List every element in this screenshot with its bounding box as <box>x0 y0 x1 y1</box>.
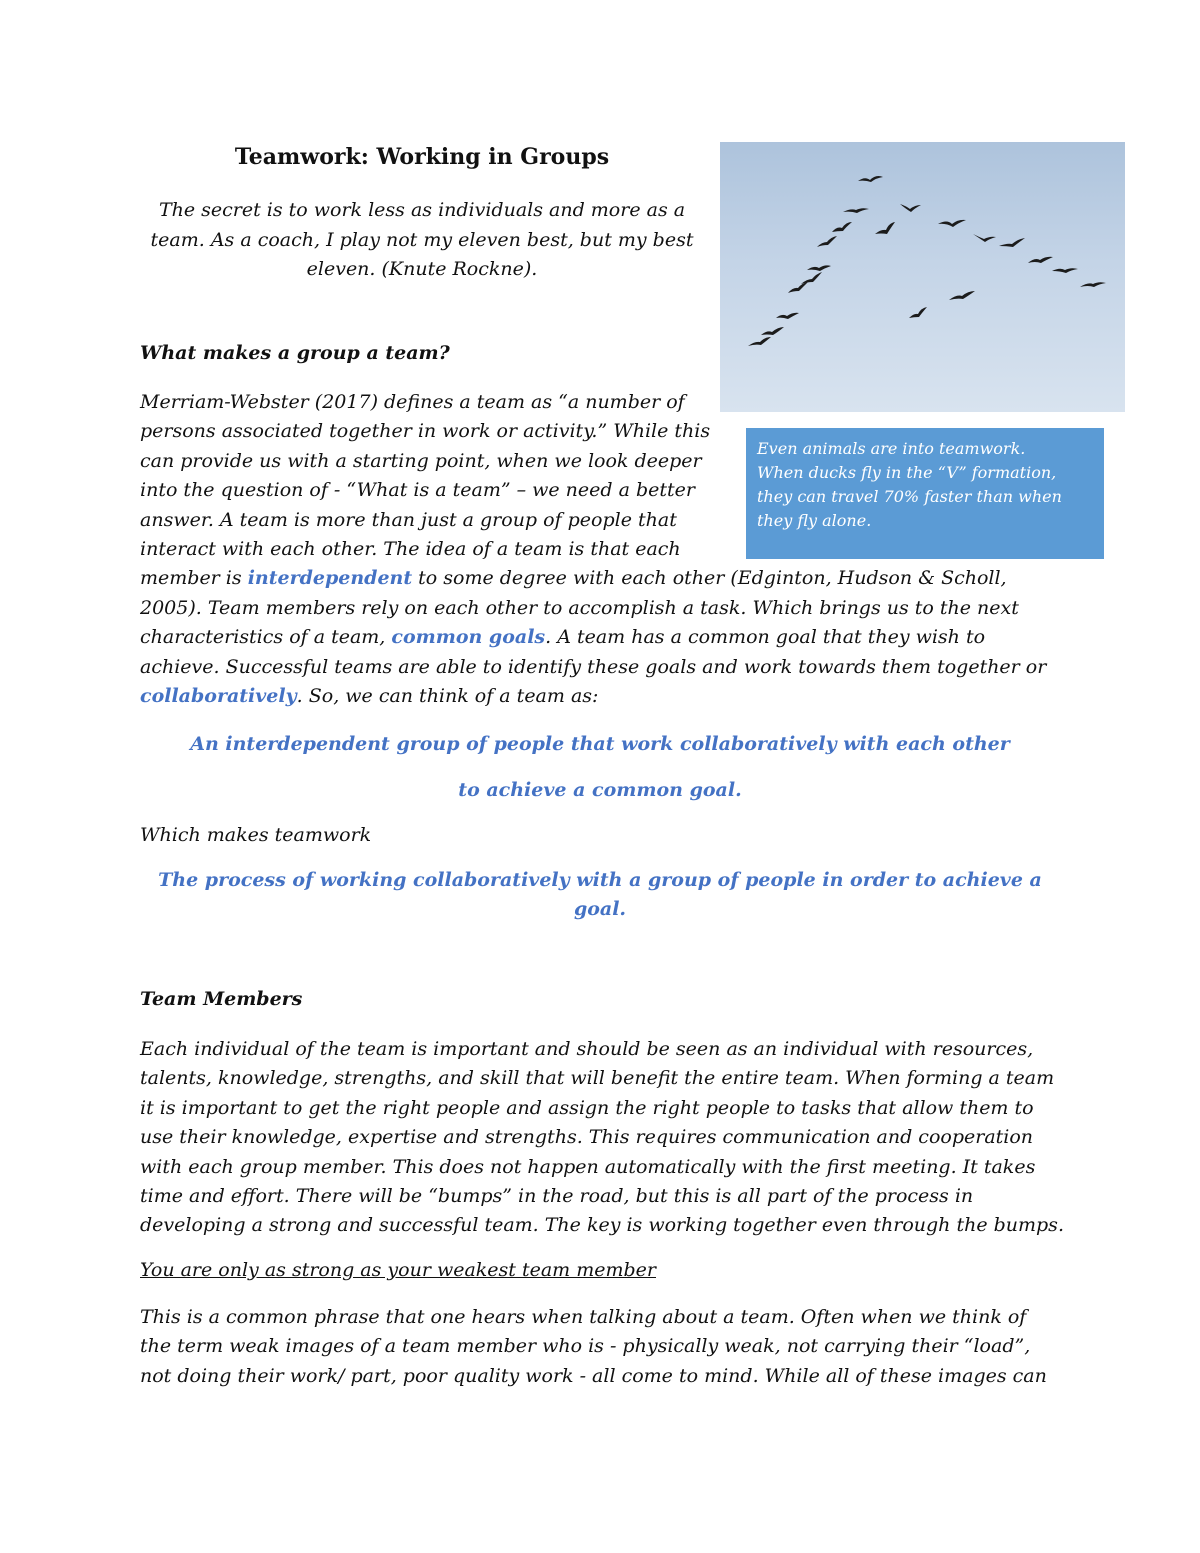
team-definition-line: to achieve a common goal. <box>458 779 742 801</box>
paragraph-line: with each group member. This does not happen automatically with the first meeting. It takes <box>140 1155 1036 1178</box>
line-text: . So, we can think of a team as: <box>296 685 599 708</box>
section-heading-team-definition: What makes a group a team? <box>140 342 450 364</box>
bird-icon <box>776 313 799 319</box>
keyword-common-goals: common goals <box>391 626 546 649</box>
bird-icon <box>1052 268 1078 273</box>
bird-icon <box>909 307 927 318</box>
callout-line: they fly alone. <box>757 511 872 530</box>
line-text: characteristics of a team, <box>140 626 392 649</box>
bird-icon <box>1028 257 1053 263</box>
teamwork-definition-line: goal. <box>573 898 627 920</box>
paragraph-line: the term weak images of a team member who is - physically weak, not carrying their “load”, <box>140 1335 1031 1358</box>
bird-icon <box>999 238 1025 247</box>
paragraph-line: can provide us with a starting point, when we look deeper <box>140 449 702 472</box>
paragraph-line: talents, knowledge, strengths, and skill that will benefit the entire team. When forming a team <box>140 1067 1055 1090</box>
birds-photo <box>720 142 1125 412</box>
bird-icon <box>875 222 895 234</box>
paragraph-line: time and effort. There will be “bumps” in the road, but this is all part of the process in <box>140 1185 974 1208</box>
quote-line: team. As a coach, I play not my eleven best, but my best <box>150 228 694 251</box>
bird-icon <box>858 176 883 182</box>
bird-icon <box>761 327 784 335</box>
line-text: . A team has a common goal that they wish to <box>545 626 986 649</box>
paragraph-line: achieve. Successful teams are able to identify these goals and work towards them together or <box>140 655 1047 678</box>
bird-icon <box>900 204 921 212</box>
page-title: Teamwork: Working in Groups <box>234 144 610 170</box>
paragraph-line: use their knowledge, expertise and strengths. This requires communication and cooperation <box>140 1126 1034 1149</box>
bird-icon <box>788 282 808 293</box>
section-heading-team-members: Team Members <box>140 988 303 1010</box>
paragraph-line: developing a strong and successful team. The key is working together even through the bumps. <box>140 1214 1064 1237</box>
paragraph-line: persons associated together in work or activity.” While this <box>140 420 711 443</box>
bird-icon <box>817 236 837 247</box>
paragraph-line <box>140 682 1046 711</box>
paragraph-line: This is a common phrase that one hears when talking about a team. Often when we think of <box>140 1306 1027 1328</box>
quote-line: The secret is to work less as individuals and more as a <box>158 199 686 221</box>
callout-line: they can travel 70% faster than when <box>757 487 1062 506</box>
teamwork-intro: Which makes teamwork <box>140 824 372 846</box>
bird-icon <box>1080 282 1106 287</box>
paragraph-line: interact with each other. The idea of a team is that each <box>140 538 681 561</box>
keyword-collaboratively: collaboratively <box>140 685 297 708</box>
paragraph-line <box>140 623 1046 652</box>
paragraph-line: Merriam-Webster (2017) defines a team as “a number of <box>140 391 685 413</box>
team-definition-line: An interdependent group of people that work collaboratively with each other <box>190 733 1010 755</box>
paragraph-line: Each individual of the team is important and should be seen as an individual with resources, <box>140 1038 1034 1060</box>
teamwork-definition-line: The process of working collaboratively with a group of people in order to achieve a <box>158 869 1042 891</box>
keyword-interdependent: interdependent <box>247 567 413 590</box>
bird-icon <box>807 265 831 271</box>
paragraph-line <box>140 564 1046 593</box>
callout-line: Even animals are into teamwork. <box>757 439 1026 458</box>
bird-icon <box>949 291 975 300</box>
team-definition-paragraph <box>140 388 1046 711</box>
bird-icon <box>973 234 996 242</box>
team-members-paragraph <box>140 1035 1064 1241</box>
line-text: member is <box>140 567 248 590</box>
paragraph-line: 2005). Team members rely on each other to accomplish a task. Which brings us to the next <box>140 596 1019 619</box>
bird-icon <box>843 208 869 213</box>
bird-icon <box>801 272 822 284</box>
paragraph-line: it is important to get the right people and assign the right people to tasks that allow them to <box>140 1096 1034 1119</box>
callout-line: When ducks fly in the “V” formation, <box>757 463 1057 482</box>
opening-quote <box>140 196 704 285</box>
weakest-member-subheading: You are only as strong as your weakest team member <box>140 1259 656 1281</box>
paragraph-line: into the question of - “What is a team” – we need a better <box>140 479 695 502</box>
bird-icon <box>748 337 771 346</box>
paragraph-line: answer. A team is more than just a group of people that <box>140 508 677 531</box>
bird-icon <box>938 220 966 227</box>
birds-illustration <box>720 142 1125 412</box>
weakest-member-paragraph <box>140 1303 1047 1391</box>
bird-icon <box>832 222 852 232</box>
paragraph-line: not doing their work/ part, poor quality work - all come to mind. While all of these images can <box>140 1364 1047 1387</box>
line-text: to some degree with each other (Edginton, Hudson & Scholl, <box>412 567 1007 590</box>
quote-line: eleven. (Knute Rockne). <box>306 258 538 280</box>
